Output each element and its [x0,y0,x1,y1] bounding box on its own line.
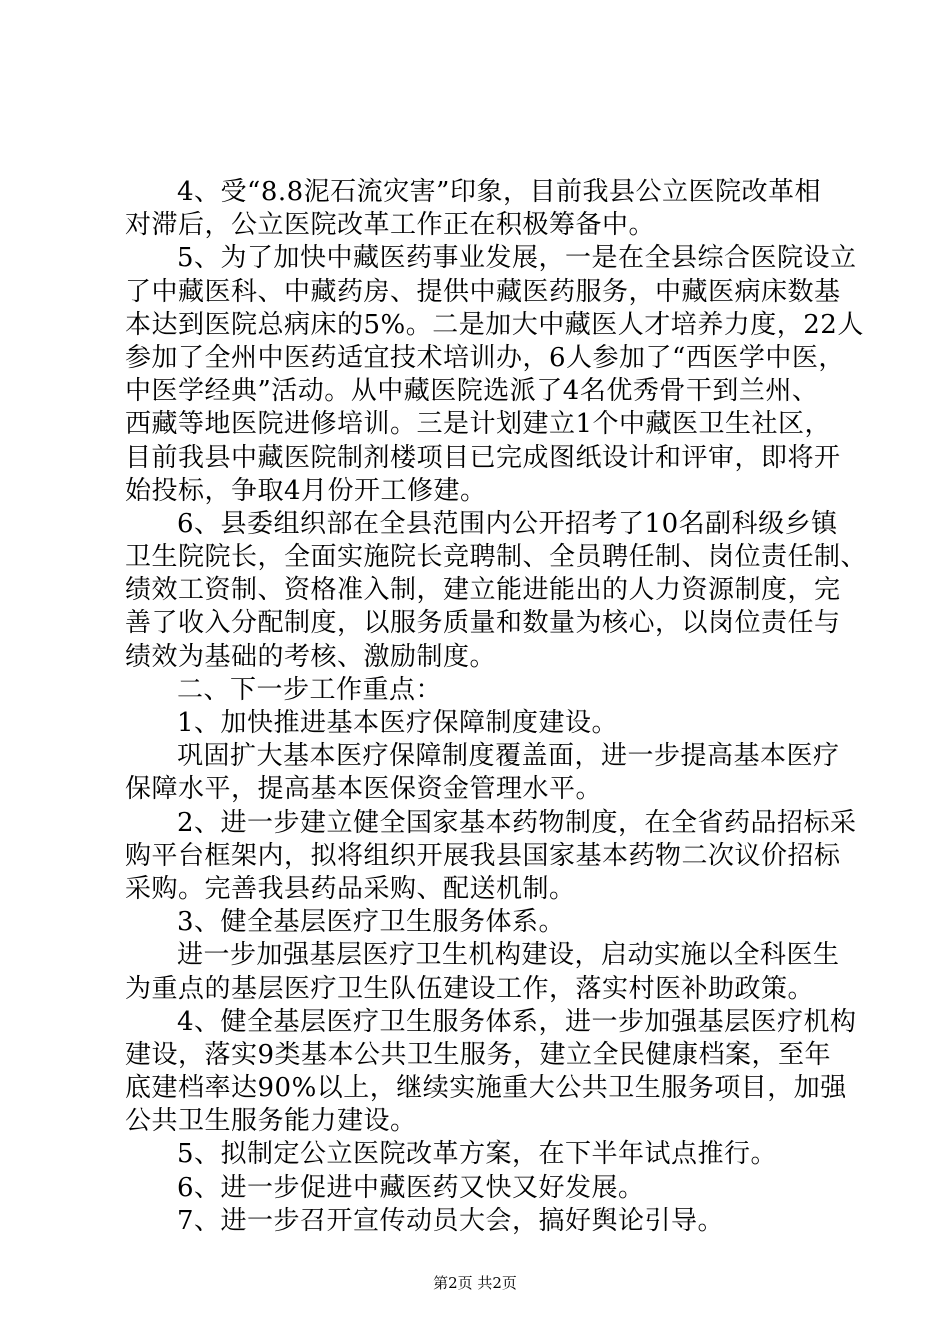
text-line: 进一步加强基层医疗卫生机构建设，启动实施以全科医生 [177,940,840,971]
text-line: 绩效为基础的考核、激励制度。 [125,641,497,672]
text-line: 3、健全基层医疗卫生服务体系。 [177,907,566,938]
text-line: 7、进一步召开宣传动员大会，搞好舆论引导。 [177,1205,725,1236]
text-line: 始投标，争取4月份开工修建。 [125,475,487,506]
text-line: 参加了全州中医药适宜技术培训办，6人参加了“西医学中医， [125,342,845,373]
text-line: 对滞后，公立医院改革工作正在积极筹备中。 [125,210,656,241]
text-line: 公共卫生服务能力建设。 [125,1106,417,1137]
text-line: 西藏等地医院进修培训。三是计划建立1个中藏医卫生社区， [125,409,832,440]
text-line: 本达到医院总病床的5%。二是加大中藏医人才培养力度，22人 [125,309,864,340]
text-line: 购平台框架内，拟将组织开展我县国家基本药物二次议价招标 [125,840,841,871]
text-line: 绩效工资制、资格准入制，建立能进能出的人力资源制度，完 [125,575,841,606]
text-line: 中医学经典”活动。从中藏医院选派了4名优秀骨干到兰州、 [125,376,819,407]
text-line: 巩固扩大基本医疗保障制度覆盖面，进一步提高基本医疗 [177,741,840,772]
text-line: 底建档率达90%以上，继续实施重大公共卫生服务项目，加强 [125,1073,847,1104]
text-line: 二、下一步工作重点： [177,674,443,705]
text-line: 6、进一步促进中藏医药又快又好发展。 [177,1172,645,1203]
text-line: 2、进一步建立健全国家基本药物制度，在全省药品招标采 [177,807,857,838]
text-line: 卫生院院长，全面实施院长竞聘制、全员聘任制、岗位责任制、 [125,542,868,573]
text-line: 建设，落实9类基本公共卫生服务，建立全民健康档案，至年 [125,1039,832,1070]
text-line: 采购。完善我县药品采购、配送机制。 [125,873,576,904]
document-body [125,176,868,1238]
text-line: 保障水平，提高基本医保资金管理水平。 [125,774,603,805]
text-line: 了中藏医科、中藏药房、提供中藏医药服务，中藏医病床数基 [125,276,841,307]
page-footer: 第2页 共2页 [433,1274,517,1292]
text-line: 5、拟制定公立医院改革方案，在下半年试点推行。 [177,1139,778,1170]
text-line: 目前我县中藏医院制剂楼项目已完成图纸设计和评审，即将开 [125,442,841,473]
text-line: 5、为了加快中藏医药事业发展，一是在全县综合医院设立 [177,243,857,274]
text-line: 4、健全基层医疗卫生服务体系，进一步加强基层医疗机构 [177,1006,857,1037]
text-line: 4、受“8.8泥石流灾害”印象，目前我县公立医院改革相 [177,177,821,207]
text-line: 善了收入分配制度，以服务质量和数量为核心，以岗位责任与 [125,608,841,639]
text-line: 6、县委组织部在全县范围内公开招考了10名副科级乡镇 [177,508,838,539]
text-line: 1、加快推进基本医疗保障制度建设。 [177,708,619,738]
text-line: 为重点的基层医疗卫生队伍建设工作，落实村医补助政策。 [125,973,815,1004]
